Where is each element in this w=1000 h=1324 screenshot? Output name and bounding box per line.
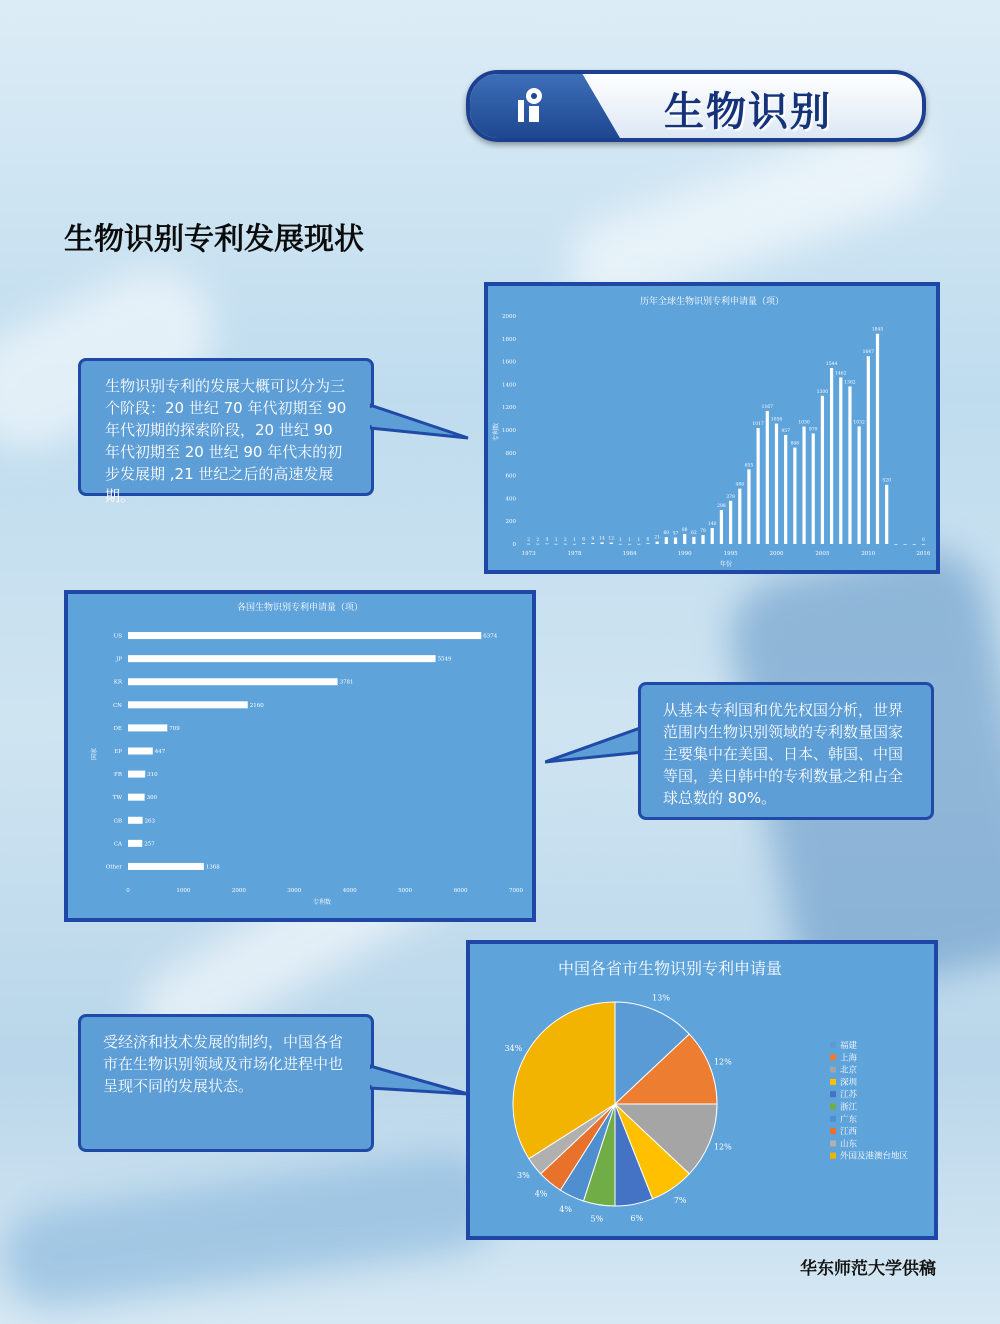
bar xyxy=(527,544,530,545)
bar-data-label: 1544 xyxy=(825,361,838,367)
bar-data-label: 88 xyxy=(681,527,688,533)
category-label: CN xyxy=(112,702,122,709)
bar-data-label: 14 xyxy=(599,536,605,542)
bar-data-label: 1 xyxy=(628,537,632,543)
category-label: TW xyxy=(112,795,122,802)
chart-yearly-patents xyxy=(484,282,940,574)
bar-data-label: 1 xyxy=(554,537,558,543)
bar-data-label: 257 xyxy=(144,841,155,848)
x-tick-label: 6000 xyxy=(453,888,468,894)
x-tick-label: 2000 xyxy=(231,888,246,894)
bar-data-label: 957 xyxy=(781,428,790,434)
bar xyxy=(821,396,824,544)
slice-data-label: 5% xyxy=(590,1214,604,1224)
x-tick-label: 1978 xyxy=(567,551,582,557)
bar xyxy=(128,840,142,847)
bar-data-label: 140 xyxy=(707,522,717,528)
bar-data-label: 2 xyxy=(563,537,567,543)
bar-data-label: 310 xyxy=(147,772,158,779)
x-tick-label: 2010 xyxy=(861,551,876,557)
bar-data-label: 970 xyxy=(808,427,818,433)
bar-data-label: 2160 xyxy=(249,702,264,709)
x-tick-label: 2005 xyxy=(815,551,830,557)
x-tick-label: 1984 xyxy=(622,551,637,557)
y-tick-label: 1400 xyxy=(502,382,516,389)
legend-label: 山东 xyxy=(840,1139,858,1150)
bar-data-label: 486 xyxy=(735,482,745,488)
x-tick-label: 1995 xyxy=(723,551,738,557)
bar xyxy=(793,448,796,544)
callout-pointer xyxy=(545,722,645,772)
category-label: DE xyxy=(113,725,122,732)
callout-pointer xyxy=(370,400,470,445)
x-tick-label: 3000 xyxy=(287,888,302,894)
slice-data-label: 13% xyxy=(652,993,670,1003)
bar-data-label: 298 xyxy=(717,504,726,510)
callout-phases-text: 生物识别专利的发展大概可以分为三个阶段：20 世纪 70 年代初期至 90 年代初期的探索阶段，20 世纪 90 年代初期至 20 世纪 90 年代末的初步发展期 ,21 世纪之后的高速发展期。 xyxy=(105,377,347,505)
legend-label: 浙江 xyxy=(840,1102,858,1113)
slice-data-label: 34% xyxy=(504,1044,523,1054)
y-tick-label: 2000 xyxy=(502,314,516,320)
bar xyxy=(858,426,861,544)
legend-swatch xyxy=(830,1116,836,1122)
chart-country-svg xyxy=(68,594,532,918)
chart-title: 历年全球生物识别专利申请量（项） xyxy=(639,297,785,307)
legend-label: 江西 xyxy=(840,1127,858,1138)
slice-data-label: 6% xyxy=(630,1213,644,1223)
bar xyxy=(656,542,659,544)
bar xyxy=(545,544,548,545)
category-label: EP xyxy=(114,749,122,755)
bar-data-label: 655 xyxy=(744,463,754,469)
legend-label: 福建 xyxy=(840,1041,858,1051)
bar xyxy=(922,544,925,545)
bar-data-label: 6 xyxy=(582,537,586,543)
bar xyxy=(747,469,750,544)
legend-swatch xyxy=(830,1091,836,1097)
chart-title: 中国各省市生物识别专利申请量 xyxy=(557,959,783,978)
bar xyxy=(128,724,167,731)
bar xyxy=(812,433,815,544)
y-tick-label: 0 xyxy=(512,542,516,548)
category-label: US xyxy=(113,633,122,640)
chart-title: 各国生物识别专利申请量（项） xyxy=(236,603,364,613)
bar xyxy=(775,424,778,544)
bar-data-label: 1030 xyxy=(798,420,810,426)
slice-data-label: 12% xyxy=(713,1142,732,1152)
bar xyxy=(573,544,576,545)
chart-province-svg xyxy=(470,944,934,1236)
bar xyxy=(766,411,769,544)
callout-phases xyxy=(78,358,374,505)
bar xyxy=(128,771,145,778)
legend-label: 江苏 xyxy=(840,1090,858,1101)
bar-data-label: 447 xyxy=(154,749,166,755)
bar-data-label: 57 xyxy=(672,531,679,537)
legend-swatch xyxy=(830,1054,836,1060)
y-tick-label: 1800 xyxy=(502,336,516,343)
bar-data-label: 0 xyxy=(921,538,925,543)
bar-data-label: 5549 xyxy=(437,656,452,663)
bar-data-label: 1 xyxy=(637,537,641,543)
legend-swatch xyxy=(830,1140,836,1146)
bar xyxy=(128,863,204,870)
bar xyxy=(802,427,805,544)
callout-provinces-text: 受经济和技术发展的制约，中国各省市在生物识别领域及市场化进程中也呈现不同的发展状态。 xyxy=(103,1033,344,1095)
chart-province-patents xyxy=(466,940,938,1240)
bar xyxy=(600,542,603,544)
bar xyxy=(665,537,668,544)
legend-label: 上海 xyxy=(840,1053,858,1064)
legend-swatch xyxy=(830,1128,836,1134)
bar xyxy=(128,632,481,639)
bar xyxy=(683,534,686,544)
x-tick-label: 5000 xyxy=(398,888,413,894)
bar-data-label: 709 xyxy=(169,725,180,732)
callout-provinces xyxy=(78,1014,374,1152)
category-label: GB xyxy=(113,818,122,825)
bar-data-label: 379 xyxy=(726,494,735,500)
bar-data-label: 1462 xyxy=(835,371,847,377)
bar xyxy=(555,544,558,545)
bar-data-label: 62 xyxy=(690,530,697,536)
y-tick-label: 800 xyxy=(505,450,516,457)
bar xyxy=(738,489,741,544)
bar xyxy=(913,544,916,545)
bar xyxy=(784,435,787,544)
bar xyxy=(564,544,567,545)
bar xyxy=(876,334,879,544)
callout-countries xyxy=(638,682,934,820)
slice-data-label: 7% xyxy=(673,1195,687,1205)
legend-swatch xyxy=(830,1153,836,1159)
slice-data-label: 12% xyxy=(713,1057,732,1067)
bar xyxy=(903,544,906,545)
category-label: FR xyxy=(114,772,122,779)
bar xyxy=(628,544,631,545)
y-tick-label: 1600 xyxy=(502,359,516,366)
bar-data-label: 2 xyxy=(536,537,540,543)
chart-yearly-svg xyxy=(488,286,936,570)
bar-data-label: 846 xyxy=(790,441,800,447)
bar-data-label: 263 xyxy=(144,818,156,825)
x-axis-label: 年份 xyxy=(719,561,733,568)
bar-data-label: 1845 xyxy=(871,327,884,333)
bar xyxy=(830,368,833,544)
footer-credit: 华东师范大学供稿 xyxy=(800,1259,936,1279)
bar-data-label: 12 xyxy=(608,536,615,542)
bar-data-label: 2 xyxy=(527,537,531,543)
bar-data-label: 21 xyxy=(654,535,661,541)
bar-data-label: 520 xyxy=(882,478,891,484)
legend-swatch xyxy=(830,1079,836,1085)
y-tick-label: 600 xyxy=(505,473,516,480)
y-axis-label: 国家 xyxy=(91,747,98,761)
bar xyxy=(701,535,704,544)
bar xyxy=(591,543,594,544)
y-tick-label: 1200 xyxy=(502,405,516,412)
bar xyxy=(894,544,897,545)
bar xyxy=(610,543,613,544)
slice-data-label: 3% xyxy=(516,1171,530,1181)
bar-data-label: 6374 xyxy=(483,633,498,640)
bar-data-label: 3781 xyxy=(339,679,354,686)
y-axis-label: 专利数 xyxy=(493,422,500,442)
bar-data-label: 6 xyxy=(646,537,650,543)
slice-data-label: 4% xyxy=(534,1189,548,1199)
x-tick-label: 4000 xyxy=(342,888,357,894)
bar xyxy=(582,543,585,544)
bar xyxy=(128,817,143,824)
category-label: JP xyxy=(116,656,122,663)
section-title: 生物识别专利发展现状 xyxy=(64,222,364,257)
y-tick-label: 200 xyxy=(505,519,516,526)
bar xyxy=(637,544,640,545)
header-banner xyxy=(466,70,926,142)
bar xyxy=(711,528,714,544)
x-tick-label: 1000 xyxy=(176,888,191,894)
bar-data-label: 1 xyxy=(573,537,576,543)
bar-data-label: 60 xyxy=(663,531,670,537)
bar-data-label: 1056 xyxy=(770,417,783,423)
bar xyxy=(128,748,153,755)
category-label: Other xyxy=(105,864,122,871)
bar-data-label: 1167 xyxy=(761,404,774,410)
bar xyxy=(128,655,436,662)
bar-data-label: 78 xyxy=(700,529,706,535)
y-tick-label: 400 xyxy=(505,496,516,503)
bar-data-label: 1647 xyxy=(862,350,875,356)
bar xyxy=(848,386,851,544)
legend-swatch xyxy=(830,1067,836,1073)
callout-countries-text: 从基本专利国和优先权国分析，世界范围内生物识别领域的专利数量国家主要集中在美国、日本、韩国、中国等国，美日韩中的专利数量之和占全球总数的 80%。 xyxy=(663,701,904,807)
bar xyxy=(692,537,695,544)
bar xyxy=(646,543,649,544)
page-title: 生物识别 xyxy=(664,89,832,135)
x-axis-label: 专利数 xyxy=(312,899,332,906)
bar-data-label: 300 xyxy=(146,795,158,802)
bar-data-label: 1382 xyxy=(844,380,856,386)
x-tick-label: 1990 xyxy=(677,551,692,557)
x-tick-label: 1973 xyxy=(521,551,536,557)
background-streak xyxy=(0,1146,505,1315)
callout-pointer xyxy=(370,1064,470,1104)
bar-data-label: 1300 xyxy=(816,389,829,395)
bar xyxy=(839,377,842,544)
x-tick-label: 2016 xyxy=(916,551,931,557)
bar xyxy=(757,428,760,544)
bar xyxy=(885,485,888,544)
bar-data-label: 4 xyxy=(545,537,549,543)
bar-data-label: 1032 xyxy=(853,420,865,426)
bar xyxy=(729,501,732,544)
bar xyxy=(619,544,622,545)
biometric-icon xyxy=(512,86,552,126)
legend-label: 北京 xyxy=(840,1065,858,1076)
bar xyxy=(128,701,248,708)
bar-data-label: 1 xyxy=(618,537,622,543)
bar xyxy=(674,538,677,544)
legend-label: 外国及港澳台地区 xyxy=(840,1151,909,1162)
chart-country-patents xyxy=(64,590,536,922)
slice-data-label: 4% xyxy=(559,1204,572,1214)
bar-data-label: 1017 xyxy=(752,422,764,428)
x-tick-label: 7000 xyxy=(509,888,523,894)
legend-label: 深圳 xyxy=(840,1077,858,1088)
x-tick-label: 0 xyxy=(126,888,130,894)
category-label: KR xyxy=(113,679,122,686)
bar xyxy=(867,356,870,544)
category-label: CA xyxy=(113,841,122,848)
x-tick-label: 2000 xyxy=(769,551,784,557)
legend-label: 广东 xyxy=(840,1114,858,1125)
bar xyxy=(128,794,145,801)
legend-swatch xyxy=(830,1042,836,1048)
legend-swatch xyxy=(830,1104,836,1110)
bar xyxy=(128,678,338,685)
bar xyxy=(720,510,723,544)
y-tick-label: 1000 xyxy=(502,428,516,434)
bar xyxy=(536,544,539,545)
bar-data-label: 1368 xyxy=(205,864,220,871)
bar-data-label: 9 xyxy=(591,536,595,542)
